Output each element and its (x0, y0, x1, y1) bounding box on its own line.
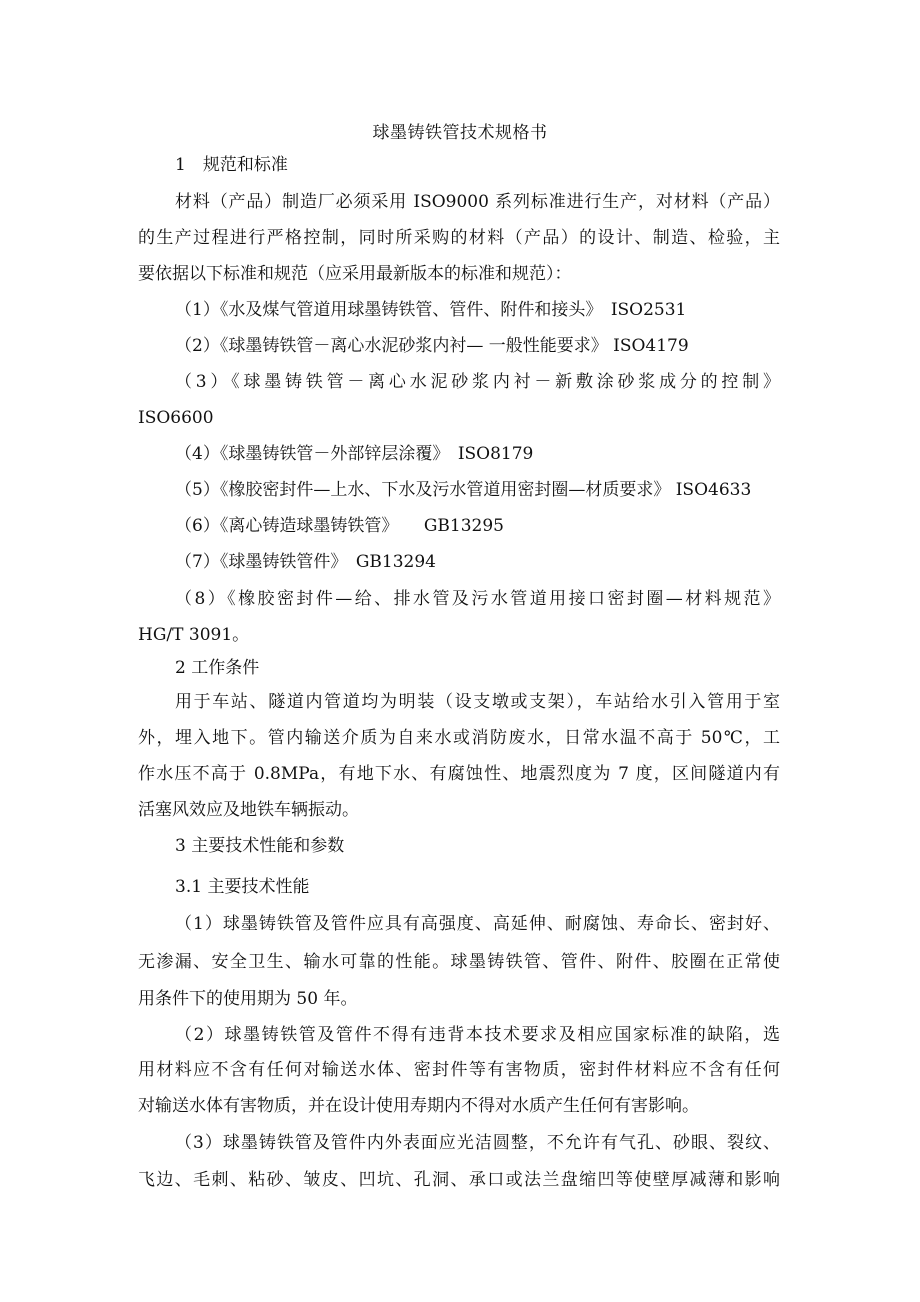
standard-item: （7）《球墨铸铁管件》 GB13294 (175, 552, 436, 572)
section-heading: 2 工作条件 (175, 658, 260, 678)
paragraph-line: （1）球墨铸铁管及管件应具有高强度、高延伸、耐腐蚀、寿命长、密封好、 (175, 914, 780, 934)
paragraph-line: 用于车站、隧道内管道均为明装（设支墩或支架），车站给水引入管用于室 (175, 692, 780, 712)
paragraph-line: 作水压不高于 0.8MPa，有地下水、有腐蚀性、地震烈度为 7 度，区间隧道内有 (138, 764, 780, 784)
paragraph-line: （2）球墨铸铁管及管件不得有违背本技术要求及相应国家标准的缺陷，选 (175, 1025, 780, 1045)
subsection-heading: 3.1 主要技术性能 (175, 877, 310, 897)
document-title: 球墨铸铁管技术规格书 (372, 123, 548, 143)
paragraph-line: 用条件下的使用期为 50 年。 (138, 989, 358, 1009)
standard-item: （2）《球墨铸铁管－离心水泥砂浆内衬— 一般性能要求》 ISO4179 (175, 336, 689, 356)
standard-item: （4）《球墨铸铁管－外部锌层涂覆》 ISO8179 (175, 444, 534, 464)
section-heading: 1 规范和标准 (175, 155, 288, 175)
section-heading: 3 主要技术性能和参数 (175, 836, 345, 856)
standard-item: （8）《橡胶密封件—给、排水管及污水管道用接口密封圈—材料规范》 (175, 589, 780, 609)
paragraph-line: （3）球墨铸铁管及管件内外表面应光洁圆整，不允许有气孔、砂眼、裂纹、 (175, 1133, 780, 1153)
paragraph-line: 对输送水体有害物质，并在设计使用寿期内不得对水质产生任何有害影响。 (138, 1096, 699, 1116)
paragraph-line: 无渗漏、安全卫生、输水可靠的性能。球墨铸铁管、管件、附件、胶圈在正常使 (138, 952, 780, 972)
standard-item: （3）《球墨铸铁管－离心水泥砂浆内衬－新敷涂砂浆成分的控制》 (175, 372, 780, 392)
standard-item: （6）《离心铸造球墨铸铁管》 GB13295 (175, 516, 504, 536)
paragraph-line: 要依据以下标准和规范（应采用最新版本的标准和规范）： (138, 264, 572, 284)
standard-item-code: ISO6600 (138, 408, 214, 428)
standard-item: （5）《橡胶密封件—上水、下水及污水管道用密封圈—材质要求》 ISO4633 (175, 480, 752, 500)
paragraph-line: 外，埋入地下。管内输送介质为自来水或消防废水，日常水温不高于 50℃，工 (138, 728, 780, 748)
standard-item-code: HG/T 3091。 (138, 625, 250, 645)
paragraph-line: 用材料应不含有任何对输送水体、密封件等有害物质，密封件材料应不含有任何 (138, 1060, 780, 1080)
paragraph-line: 活塞风效应及地铁车辆振动。 (138, 800, 359, 820)
paragraph-line: 材料（产品）制造厂必须采用 ISO9000 系列标准进行生产，对材料（产品） (175, 192, 780, 212)
standard-item: （1）《水及煤气管道用球墨铸铁管、管件、附件和接头》 ISO2531 (175, 300, 687, 320)
paragraph-line: 飞边、毛刺、粘砂、皱皮、凹坑、孔洞、承口或法兰盘缩凹等使壁厚减薄和影响 (138, 1170, 780, 1190)
paragraph-line: 的生产过程进行严格控制，同时所采购的材料（产品）的设计、制造、检验，主 (138, 228, 780, 248)
